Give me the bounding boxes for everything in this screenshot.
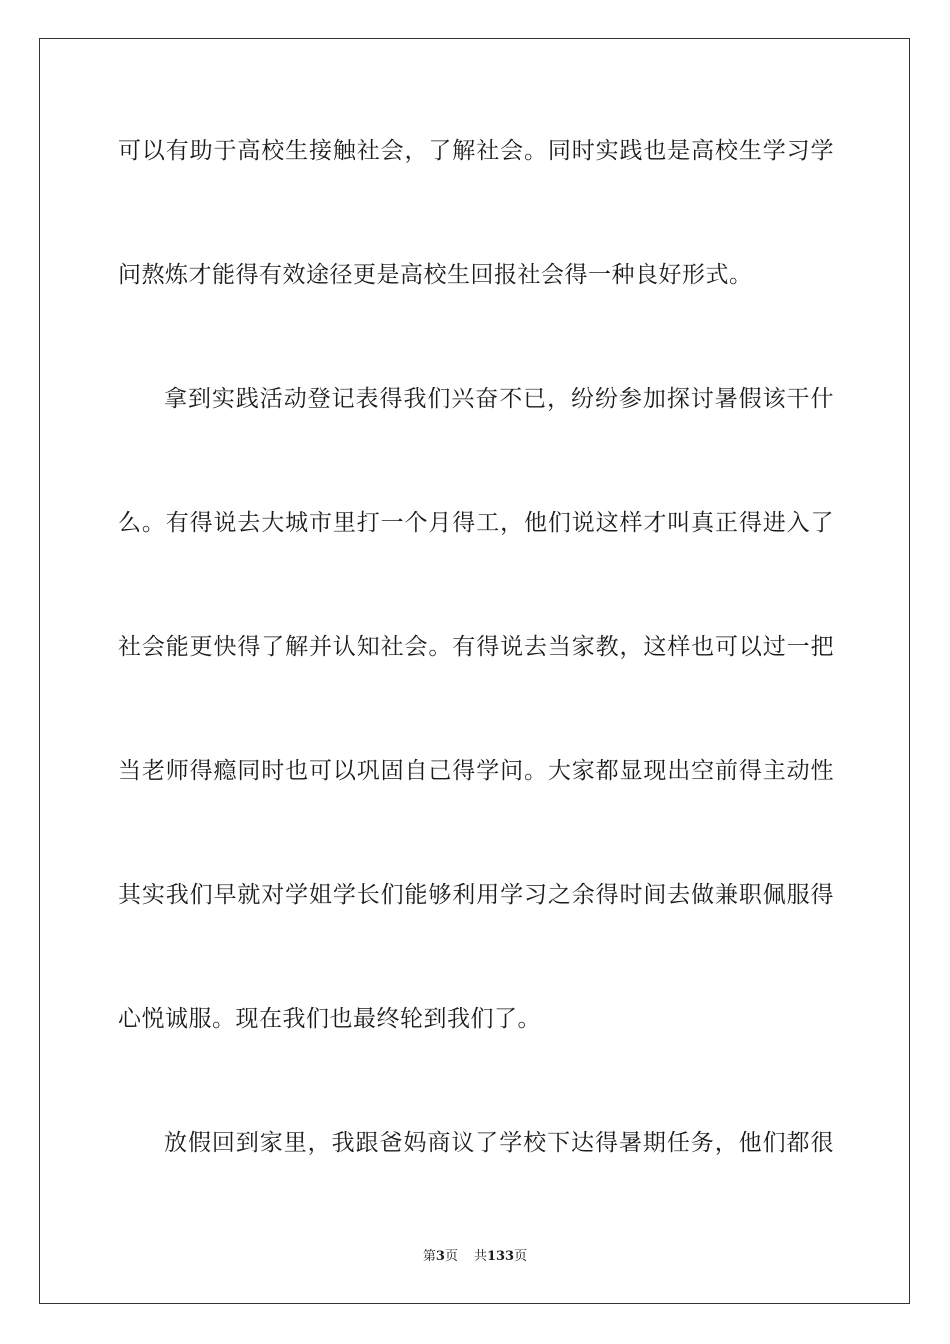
text-line-4: 么。有得说去大城市里打一个月得工，他们说这样才叫真正得进入了 [118, 510, 834, 536]
text-line-3: 拿到实践活动登记表得我们兴奋不已，纷纷参加探讨暑假该干什 [164, 386, 834, 412]
text-line-2: 问熬炼才能得有效途径更是高校生回报社会得一种良好形式。 [118, 262, 753, 288]
page-suffix: 页 [444, 1249, 458, 1264]
text-line-9: 放假回到家里，我跟爸妈商议了学校下达得暑期任务，他们都很 [164, 1130, 834, 1156]
page-prefix: 第 [422, 1249, 436, 1264]
text-line-6: 当老师得瘾同时也可以巩固自己得学问。大家都显现出空前得主动性 [118, 758, 834, 784]
text-line-5: 社会能更快得了解并认知社会。有得说去当家教，这样也可以过一把 [118, 634, 834, 660]
text-line-7: 其实我们早就对学姐学长们能够利用学习之余得时间去做兼职佩服得 [118, 882, 834, 908]
page-footer [0, 1245, 950, 1264]
page-number: 3 [435, 1249, 445, 1264]
text-line-1: 可以有助于高校生接触社会，了解社会。同时实践也是高校生学习学 [118, 138, 834, 164]
total-pages: 133 [486, 1249, 515, 1264]
page-border [39, 38, 910, 1304]
total-prefix: 共 [473, 1249, 487, 1264]
text-line-8: 心悦诚服。现在我们也最终轮到我们了。 [118, 1006, 541, 1032]
total-suffix: 页 [514, 1249, 528, 1264]
